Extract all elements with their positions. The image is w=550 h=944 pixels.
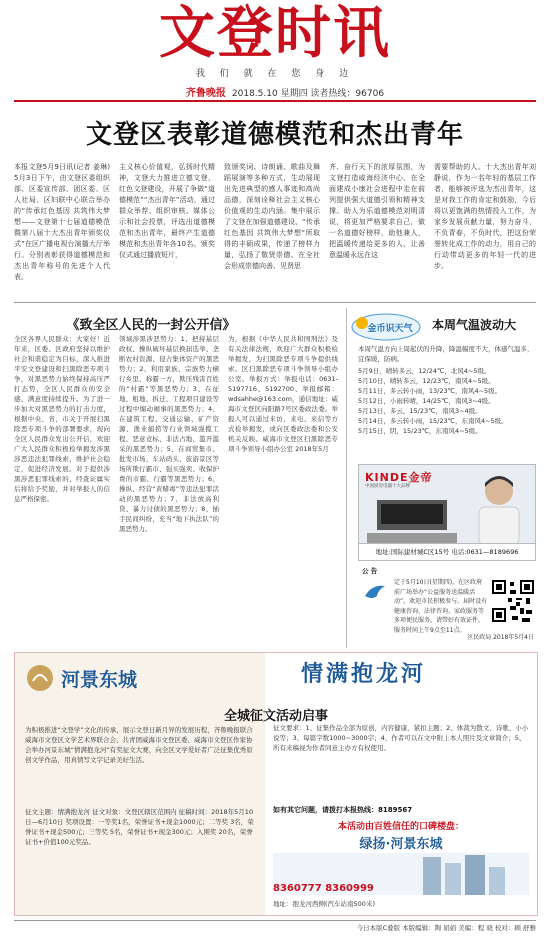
forecast-item: 5月11日，多云转小雨，13/23℃，南风4~5级。	[358, 387, 502, 395]
lead-column-4: 齐、奋行天下的浓厚氛围，为文登打造威海经济中心、在全面建成小康社会进程中走在前列提供强大道德引领和精神支撑。助人为乐道德模范刘明清说，将更加严格要求自己，做一名道德好榜样，助他兼人，把温暖传递给更多的人，让善意温暖永远在这	[329, 163, 425, 259]
contest-requirements: 征文要求：1、征集作品全部为原创，内容健康，紧扣主题；2、体裁为散文、诗歌、小小说等；3、每篇字数1000~3000字；4、作者可以在文中附上本人照片及文章简介；5、所有来稿视为作者同意主办方有权使用。	[273, 724, 529, 752]
contest-phone: 如有其它问题，请拨打本报热线：8189567	[273, 806, 413, 814]
spokesperson-image	[469, 469, 529, 545]
qr-code-icon	[492, 580, 534, 622]
sponsor-address: 地址：抱龙河西侧(汽车站南500米)	[273, 900, 375, 908]
weather-logo-text: 金币识天气	[367, 324, 413, 334]
contest-intro: 为积极推进“文登学”文化的传承，展示文登日新月异的发展历程，齐鲁晚报联合威海市文登区文学艺术界联合会、共青团威海市文登区委、威海市文登区作家协会举办河景东城“情满抱龙河”有奖征文大赛，向全区文学爱好者广泛征集优秀原创文学作品，用真情写文字记录美好生活。	[25, 726, 253, 764]
letter-column-1: 全区各界人民群众：大家好！近年来，区委、区政府坚持以维护社会和谐稳定为目标，深入推进平安文登建设和扫黑除恶专项斗争，对黑恶势力始终保持高压严打态势，全区人民群众的安全感、满意度持续提升。为了进一步加大对黑恶势力的打击力度，根据中央、省、市关于开展扫黑除恶专项斗争的部署要求，现向全区人民群众发出公开信，欢迎广大人民群众积极检举揭发涉黑涉恶违法犯罪线索，维护社会稳定，促进经济发展。对于提供涉黑涉恶犯罪线索的，经查证属实后将给予奖励，并对举报人的信息严格保密。	[14, 335, 110, 503]
hejing-logo	[25, 661, 245, 695]
forecast-item: 5月13日，多云，15/23℃，南风3~4级。	[358, 407, 482, 415]
notice-signature: 区民政局 2018年5月4日	[467, 634, 534, 641]
notice-text: 定于5月10日(星期四)，在区政府前广场举办“公益服务送温暖活动”，欢迎市民积极参与。届时设有健康咨询、法律咨询、家政服务等多项便民服务，请带好有效证件，服务时间上午9点至11点。	[394, 579, 488, 634]
contest-rules: 征文主题：情满抱龙河 征文对象：文登区辖区范围内 征稿时间：2018年5月10日—6月10日 奖项设置：一等奖1名，荣誉证书+现金1000元；二等奖 3名，荣誉证书+现金500元；三等奖 5名，荣誉证书+现金300元；入围奖 20名，荣誉证书+价值100元奖品。	[25, 808, 254, 846]
range-hood-image	[367, 495, 457, 545]
ad-banner	[271, 653, 531, 697]
banner-text: 情满抱龙河	[301, 662, 427, 687]
lead-column-1: 本报文登5月9日讯(记者 姜琳) 5月3日下午，由文登区委组织部、区委宣传部、团区委、区人社局、区妇联中心联合举办的“传承红色基因 共筑伟大梦想——文登第十七届道德模范暨第八届十大杰出青年颁奖仪式”在区广播电视台演播大厅举行。分别表彰获得道德模范和杰出青年称号的先进个人代表。	[14, 163, 110, 281]
forecast-item: 5月15日，阴，15/23℃，东南风4~5级。	[358, 427, 482, 435]
kinde-logo: KINDE金帝	[365, 471, 433, 484]
weather-forecast-list	[358, 366, 534, 436]
weather-title: 本周气温波动大	[432, 318, 517, 332]
weather-intro: 本周气温方向上周起伏的升降，降温幅度不大，体感气温多，宜保暖，防病。	[358, 345, 534, 363]
hejing-logo-text: 河景东城	[61, 669, 138, 691]
masthead	[0, 0, 550, 100]
contest-title: 全城征文活动启事	[223, 709, 328, 724]
forecast-item: 5月12日，小雨转晴，14/25℃，南风3~4级。	[358, 397, 495, 405]
forecast-item: 5月9日，晴转多云，12/24℃，北风4~5级。	[358, 367, 491, 375]
page-footer: 今日本版C叠版 本版编辑：陶 娟娟 美编：程 晓 校对：顾 舒雅	[14, 920, 536, 935]
ad-right-panel	[265, 653, 537, 915]
ad-left-panel	[15, 653, 265, 915]
publisher-brand: 齐鲁晚报	[185, 88, 226, 99]
kinde-address: 地址:国际建材城C区15号 电话:0631—8189696	[358, 543, 536, 561]
masthead-title: 文登时讯	[159, 1, 391, 66]
lead-column-3: 致颁奖词、诗朗诵、歌曲及舞蹈展演等多种方式，生动展现出先进典型的感人事迹和高尚品德，深刻诠释社会主义核心价值观的生动内涵。集中展示了文登在加强道德建设、“传承红色基因 共筑伟大梦想”所取得的丰硕成果，传递了榜样力量，弘扬了敬贤崇德、在全社会形成崇德向善、见贤思	[224, 163, 320, 270]
sponsor-project: 绿扬·河景东城	[359, 837, 443, 852]
column-divider	[346, 308, 347, 648]
sponsor-slogan: 本活动由百姓信任的口碑楼盘：	[337, 822, 464, 832]
lead-column-5: 需要帮助的人。十大杰出青年刘静说，作为一名年轻的基层工作者，能够被评选为杰出青年，这是对我工作的肯定和鼓励，今后将以更饱满的热情投入工作，为家乡发展贡献力量，努力奋斗，不负青春，不负时代，把这份荣誉转化成工作的动力，用自己的行动带动更多的年轻一代的进步。	[434, 163, 536, 270]
sponsor-hotline: 8360777 8360999	[273, 883, 374, 894]
kinde-tagline: 中国厨房电器十大品牌	[365, 484, 410, 489]
hejing-emblem-icon	[25, 663, 55, 693]
letter-title: 《致全区人民的一封公开信》	[66, 318, 236, 333]
notice-label: 公 告	[362, 567, 378, 575]
date-line: 2018.5.10 星期四 读者热线：96706	[231, 89, 385, 99]
section-divider	[14, 302, 536, 303]
forecast-item: 5月10日，晴转多云，12/23℃，南风4~5级。	[358, 377, 495, 385]
real-estate-ad	[14, 652, 538, 916]
page-headline: 文登区表彰道德模范和杰出青年	[85, 120, 464, 150]
forecast-item: 5月14日，多云转小雨，15/23℃，东南风4~5级。	[358, 417, 508, 425]
masthead-rule	[14, 100, 536, 102]
weather-logo	[350, 312, 422, 342]
lead-column-2: 主义核心价值观，弘扬时代精神，文登大力推进立德文登，红色文登建设，开展了争做“道德模范”“杰出青年”活动，通过群众举荐、组织审核、媒体公示和社会投票，评选出道德模范和杰出青年，最终产生道德模范和杰出青年各10名。颁奖仪式通过播放短片，	[119, 163, 215, 259]
letter-column-3: 为，根据《中华人民共和国刑法》及有关法律法规，欢迎广大群众积极检举揭发，为扫黑除恶专项斗争提供线索。区扫黑除恶专项斗争领导小组办公室。举报方式：举报电话：0631-5197716、5192700、举报邮箱：wdsahhe@163.com，通信地址：威海市文登区向阳路7号区委政法委。举报人可以通过来访、来电、来信等方式检举揭发，或向区委政法委和公安机关反映。威海市文登区扫黑除恶专项斗争领导小组办公室 2018年5月	[228, 335, 338, 453]
masthead-slogan: 我 们 就 在 您 身 边	[195, 69, 355, 79]
letter-column-2: 领域涉黑涉恶势力：1、把持基层政权、操纵破坏基层换届选举、垄断农村资源、侵占集体资产的黑恶势力；2、利用家族、宗族势力横行乡里、称霸一方，欺压残害百姓的“村霸”等黑恶势力；3、在征地、租地、拆迁、工程项目建设等过程中煽动闹事的黑恶势力；4、在建筑工程、交通运输、矿产资源、渔业捕捞等行业领域强揽工程、恶意竞标、非法占地、滥开滥采的黑恶势力；5、在商贸集市、批发市场、车站码头、旅游景区等场所欺行霸市、强买强卖、收保护费的市霸、行霸等黑恶势力；6、操纵、经营“黄赌毒”等违法犯罪活动的黑恶势力；7、非法放高利贷、暴力讨债的黑恶势力；8、插手民间纠纷，充当“地下执法队”的黑恶势力。	[119, 335, 219, 533]
notice-block	[358, 566, 534, 648]
masthead-dateline	[120, 84, 450, 99]
dove-icon	[362, 580, 388, 606]
